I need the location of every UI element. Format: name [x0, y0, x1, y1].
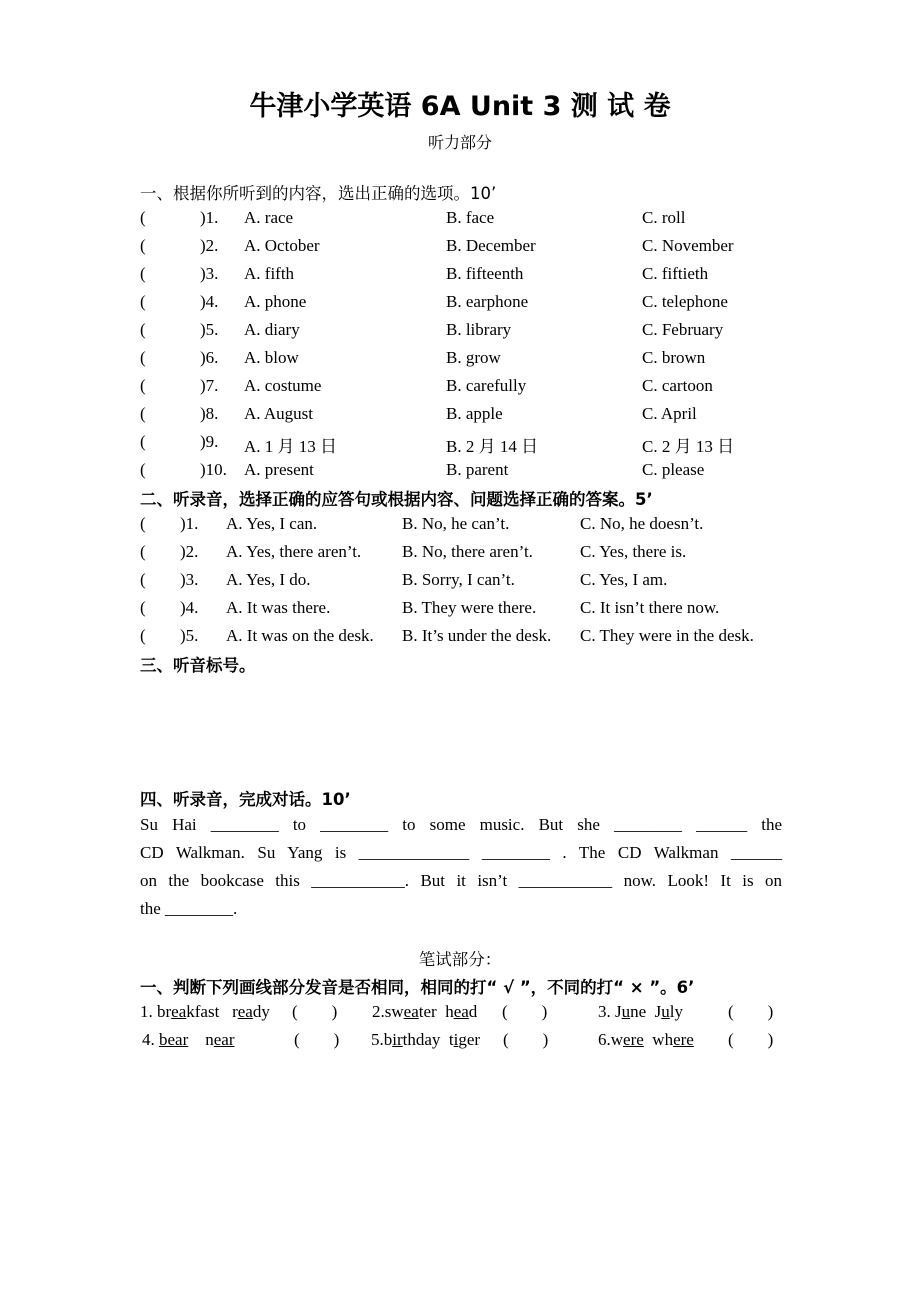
answer-paren: ( — [140, 236, 146, 255]
phonics-row — [140, 1002, 800, 1026]
question-row — [140, 376, 800, 400]
question-row — [140, 598, 800, 622]
question-number: )4. — [180, 598, 199, 617]
item-number: 3. — [598, 1002, 615, 1021]
option-a: A. It was on the desk. — [226, 626, 374, 645]
option-c: C. please — [642, 460, 705, 479]
answer-paren: ( — [140, 626, 146, 645]
item-number: 5. — [371, 1030, 384, 1049]
option-b: B. Sorry, I can’t. — [402, 570, 515, 589]
option-b: B. face — [446, 208, 495, 227]
part2-heading: 二、听录音，选择正确的应答句或根据内容、问题选择正确的答案。5’ — [140, 490, 653, 509]
word-part: thday — [402, 1030, 441, 1049]
answer-paren: ( — [140, 404, 146, 423]
word-part: r — [232, 1002, 238, 1021]
answer-paren: ( — [140, 570, 146, 589]
word-part: ter — [418, 1002, 437, 1021]
question-row — [140, 460, 800, 484]
option-b: B. grow — [446, 348, 501, 367]
underlined-letters: ir — [392, 1030, 403, 1049]
option-c: C. February — [642, 320, 724, 339]
item-number: 6. — [598, 1030, 611, 1049]
answer-blank[interactable]: ( ) — [292, 1002, 338, 1021]
part3-heading: 三、听音标号。 — [140, 656, 256, 675]
option-c: C. Yes, there is. — [580, 542, 687, 561]
option-a: A. fifth — [244, 264, 295, 283]
option-a: A. October — [244, 236, 320, 255]
written-heading: 笔试部分： — [418, 950, 502, 969]
option-b: B. They were there. — [402, 598, 537, 617]
option-c: C. cartoon — [642, 376, 713, 395]
option-b: B. It’s under the desk. — [402, 626, 552, 645]
word-part: kfast — [186, 1002, 220, 1021]
question-number: )1. — [200, 208, 219, 227]
answer-blank[interactable]: ( ) — [728, 1002, 774, 1021]
option-c: C. It isn’t there now. — [580, 598, 720, 617]
underlined-letters: u — [621, 1002, 631, 1021]
word-part: J — [654, 1002, 662, 1021]
underlined-letters: ere — [673, 1030, 694, 1049]
word — [611, 1030, 644, 1049]
answer-paren: ( — [140, 264, 146, 283]
word-part: b — [383, 1030, 393, 1049]
question-row — [140, 432, 800, 456]
question-row — [140, 208, 800, 232]
option-a: A. August — [244, 404, 313, 423]
option-a: A. phone — [244, 292, 307, 311]
option-b: B. parent — [446, 460, 509, 479]
option-b: B. December — [446, 236, 536, 255]
answer-blank[interactable]: ( ) — [503, 1030, 549, 1049]
question-number: )10. — [200, 460, 227, 479]
question-number: )2. — [200, 236, 219, 255]
question-row — [140, 236, 800, 260]
dialogue-line: on the bookcase this ___________. But it isn’t ___________ now. Look! It is on — [140, 871, 782, 890]
option-b: B. No, he can’t. — [402, 514, 510, 533]
option-c: C. 2 月 13 日 — [642, 437, 735, 456]
underlined-letters: bear — [159, 1030, 189, 1049]
word-part: ly — [669, 1002, 684, 1021]
underlined-letters: ea — [237, 1002, 253, 1021]
question-row — [140, 626, 800, 650]
word-part: d — [468, 1002, 478, 1021]
underlined-letters: ea — [171, 1002, 187, 1021]
question-number: )9. — [200, 432, 219, 451]
underlined-letters: ea — [453, 1002, 469, 1021]
question-number: )7. — [200, 376, 219, 395]
word-part: sw — [384, 1002, 404, 1021]
option-b: B. carefully — [446, 376, 527, 395]
dialogue-line: the ________. — [140, 899, 238, 918]
question-number: )6. — [200, 348, 219, 367]
word-part: J — [615, 1002, 622, 1021]
word-part: wh — [652, 1030, 674, 1049]
word-part: dy — [252, 1002, 270, 1021]
item-number: 4. — [142, 1030, 159, 1049]
phonics-item — [598, 1030, 694, 1050]
option-c: C. They were in the desk. — [580, 626, 754, 645]
option-a: A. It was there. — [226, 598, 331, 617]
word-part: ger — [458, 1030, 481, 1049]
item-number: 1. — [140, 1002, 157, 1021]
page-title: 牛津小学英语 6A Unit 3 测 试 卷 — [249, 91, 671, 122]
dialogue-line: Su Hai ________ to ________ to some music. But she ________ ______ the — [140, 815, 782, 834]
option-a: A. Yes, I do. — [226, 570, 311, 589]
question-row — [140, 348, 800, 372]
question-row — [140, 320, 800, 344]
part4-heading: 四、听录音，完成对话。10’ — [140, 790, 351, 809]
option-c: C. November — [642, 236, 734, 255]
option-c: C. brown — [642, 348, 706, 367]
option-c: C. April — [642, 404, 697, 423]
word — [652, 1030, 694, 1049]
question-number: )1. — [180, 514, 199, 533]
option-a: A. race — [244, 208, 294, 227]
question-row — [140, 542, 800, 566]
option-b: B. apple — [446, 404, 503, 423]
question-number: )5. — [180, 626, 199, 645]
word-part: h — [445, 1002, 454, 1021]
option-a: A. 1 月 13 日 — [244, 437, 338, 456]
answer-paren: ( — [140, 514, 146, 533]
answer-blank[interactable]: ( ) — [728, 1030, 774, 1049]
question-row — [140, 570, 800, 594]
answer-blank[interactable]: ( ) — [502, 1002, 548, 1021]
dialogue-line: CD Walkman. Su Yang is _____________ ________ . The CD Walkman ______ — [140, 843, 782, 862]
question-number: )3. — [180, 570, 199, 589]
word-part: t — [448, 1030, 454, 1049]
question-row — [140, 404, 800, 428]
option-a: A. diary — [244, 320, 300, 339]
question-number: )4. — [200, 292, 219, 311]
option-b: B. No, there aren’t. — [402, 542, 533, 561]
option-c: C. fiftieth — [642, 264, 709, 283]
answer-paren: ( — [140, 348, 146, 367]
word — [615, 1002, 646, 1021]
option-a: A. costume — [244, 376, 322, 395]
part1-heading: 一、根据你所听到的内容，选出正确的选项。10’ — [140, 184, 497, 203]
question-row — [140, 514, 800, 538]
option-a: A. blow — [244, 348, 299, 367]
option-a: A. Yes, I can. — [226, 514, 318, 533]
dialogue — [140, 814, 782, 926]
underlined-letters: i — [453, 1030, 459, 1049]
option-a: A. present — [244, 460, 314, 479]
phonics-row — [140, 1030, 800, 1054]
word-part: ne — [630, 1002, 647, 1021]
question-number: )3. — [200, 264, 219, 283]
option-c: C. roll — [642, 208, 686, 227]
phonics-item — [598, 1002, 683, 1022]
option-b: B. earphone — [446, 292, 529, 311]
answer-paren: ( — [140, 208, 146, 227]
question-number: )5. — [200, 320, 219, 339]
answer-paren: ( — [140, 542, 146, 561]
underlined-letters: ear — [213, 1030, 235, 1049]
underlined-letters: ere — [623, 1030, 644, 1049]
option-b: B. fifteenth — [446, 264, 524, 283]
option-b: B. 2 月 14 日 — [446, 437, 539, 456]
question-number: )2. — [180, 542, 199, 561]
option-c: C. telephone — [642, 292, 728, 311]
answer-paren: ( — [140, 320, 146, 339]
question-row — [140, 292, 800, 316]
underlined-letters: u — [661, 1002, 670, 1021]
answer-paren: ( — [140, 460, 146, 479]
answer-paren: ( — [140, 292, 146, 311]
question-row — [140, 264, 800, 288]
word-part: n — [205, 1030, 214, 1049]
word — [655, 1002, 683, 1021]
answer-paren: ( — [140, 432, 146, 451]
option-c: C. No, he doesn’t. — [580, 514, 704, 533]
written-part1-heading: 一、判断下列画线部分发音是否相同，相同的打“ √ ”，不同的打“ × ”。6’ — [140, 978, 695, 997]
section-subtitle: 听力部分 — [427, 133, 492, 152]
word-part: w — [610, 1030, 624, 1049]
answer-blank[interactable]: ( ) — [294, 1030, 340, 1049]
word-part: br — [157, 1002, 172, 1021]
option-b: B. library — [446, 320, 512, 339]
option-c: C. Yes, I am. — [580, 570, 668, 589]
answer-paren: ( — [140, 376, 146, 395]
underlined-letters: ea — [403, 1002, 419, 1021]
question-number: )8. — [200, 404, 219, 423]
item-number: 2. — [372, 1002, 385, 1021]
option-a: A. Yes, there aren’t. — [226, 542, 362, 561]
answer-paren: ( — [140, 598, 146, 617]
